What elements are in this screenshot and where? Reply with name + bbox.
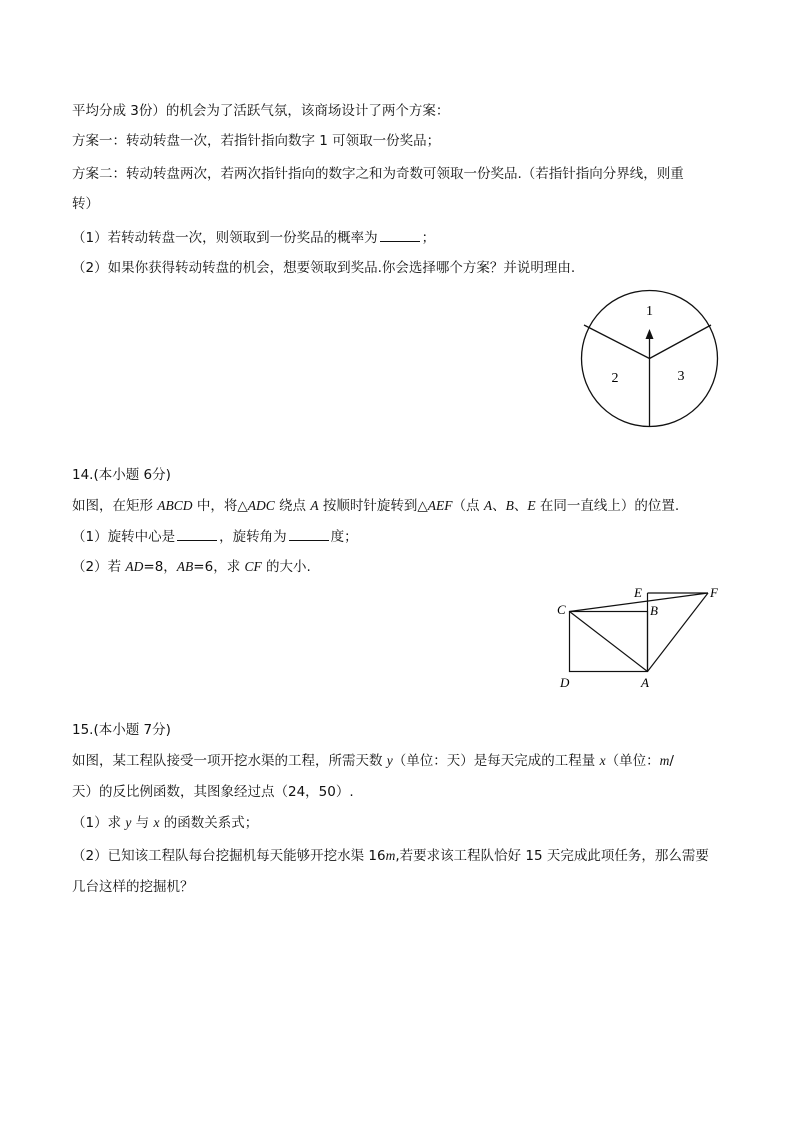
label-c: C: [557, 602, 566, 617]
q14-desc-part: 中，将△: [192, 498, 248, 514]
spinner-label-3: 3: [677, 369, 685, 384]
variable-y: y: [125, 815, 132, 830]
q14-part1-text: （1）旋转中心是: [72, 529, 176, 545]
label-a: A: [641, 675, 649, 690]
q14-desc-part: 在同一直线上）的位置.: [535, 498, 680, 514]
separator: 、: [492, 498, 506, 514]
q15-part1-text: 的函数关系式；: [159, 815, 259, 831]
spinner-divider-right: [650, 325, 712, 359]
triangle-adc: ADC: [247, 498, 275, 513]
point-e: E: [527, 498, 536, 513]
q15-part2-text: ,若要求该工程队恰好 15 天完成此项任务，那么需要: [395, 848, 709, 864]
q14-desc-part: （点: [452, 498, 484, 514]
q15-line2: 天）的反比例函数，其图象经过点（24，50）.: [72, 784, 354, 800]
q15-text: 如图，某工程队接受一项开挖水渠的工程，所需天数: [72, 753, 387, 769]
q15-part1-text: 与: [131, 815, 154, 831]
label-b: B: [650, 603, 658, 618]
q13-text-line3: 方案二：转动转盘两次，若两次指针指向的数字之和为奇数可领取一份奖品.（若指针指向分界线，则重: [72, 166, 684, 182]
rotation-figure: [550, 583, 725, 693]
spinner-divider-left: [584, 325, 650, 359]
q14-part2-text: =8，: [143, 559, 177, 575]
label-d: D: [560, 675, 570, 690]
q13-part1: [72, 228, 435, 248]
q15-text: /: [669, 753, 674, 769]
q14-part1-text: ，旋转角为: [219, 529, 287, 545]
spinner-label-2: 2: [611, 371, 619, 386]
q15-part1: [72, 813, 258, 833]
q14-desc-part: 绕点: [274, 498, 311, 514]
answer-blank: [380, 229, 420, 242]
q13-part2: （2）如果你获得转动转盘的机会，想要领取到奖品.你会选择哪个方案？并说明理由.: [72, 260, 576, 276]
q13-text-line4: 转）: [72, 196, 99, 212]
q14-part2: [72, 557, 311, 577]
point-a: A: [310, 498, 319, 513]
variable-y: y: [386, 753, 393, 768]
segment-ab: AB: [176, 559, 194, 574]
q13-text-line2: 方案一：转动转盘一次，若指针指向数字 1 可领取一份奖品；: [72, 133, 441, 149]
q14-header: 14.(本小题 6分): [72, 467, 171, 483]
q14-desc-part: 按顺时针旋转到△: [318, 498, 428, 514]
q15-part1-text: （1）求: [72, 815, 126, 831]
q15-part2-cont: 几台这样的挖掘机？: [72, 879, 194, 895]
q14-part1: [72, 527, 358, 547]
pointer-arrow-icon: [646, 329, 654, 339]
spinner-figure: [574, 288, 726, 433]
variable-x: x: [599, 753, 606, 768]
q13-part1-text: （1）若转动转盘一次，则领取到一份奖品的概率为: [72, 230, 378, 246]
segment-cf: CF: [244, 559, 262, 574]
answer-blank: [289, 528, 329, 541]
q15-line1: [72, 751, 674, 771]
label-e: E: [634, 585, 642, 600]
point-b: B: [505, 498, 514, 513]
unit-m: m: [385, 848, 396, 863]
q13-part1-end: ；: [421, 230, 436, 246]
q14-part2-text: =6，求: [193, 559, 245, 575]
rectangle-name: ABCD: [157, 498, 193, 513]
q14-desc-part: 如图，在矩形: [72, 498, 158, 514]
q14-description: [72, 496, 679, 516]
unit-m: m: [659, 753, 670, 768]
answer-blank: [177, 528, 217, 541]
separator: 、: [513, 498, 528, 514]
q15-header: 15.(本小题 7分): [72, 722, 171, 738]
q14-part1-text: 度；: [330, 529, 358, 545]
segment-ad: AD: [125, 559, 144, 574]
diagonal-ca: [570, 612, 648, 672]
label-f: F: [710, 585, 718, 600]
q15-part2: [72, 846, 709, 866]
q15-text: （单位：: [605, 753, 660, 769]
q15-part2-text: （2）已知该工程队每台挖掘机每天能够开挖水渠 16: [72, 848, 386, 864]
triangle-aef: AEF: [427, 498, 453, 513]
q14-part2-text: 的大小.: [261, 559, 311, 575]
q13-text-line1: 平均分成 3份）的机会为了活跃气氛，该商场设计了两个方案：: [72, 103, 450, 119]
point-a: A: [483, 498, 493, 513]
variable-x: x: [153, 815, 160, 830]
q15-text: （单位：天）是每天完成的工程量: [392, 753, 600, 769]
spinner-label-1: 1: [646, 304, 653, 319]
q14-part2-text: （2）若: [72, 559, 126, 575]
